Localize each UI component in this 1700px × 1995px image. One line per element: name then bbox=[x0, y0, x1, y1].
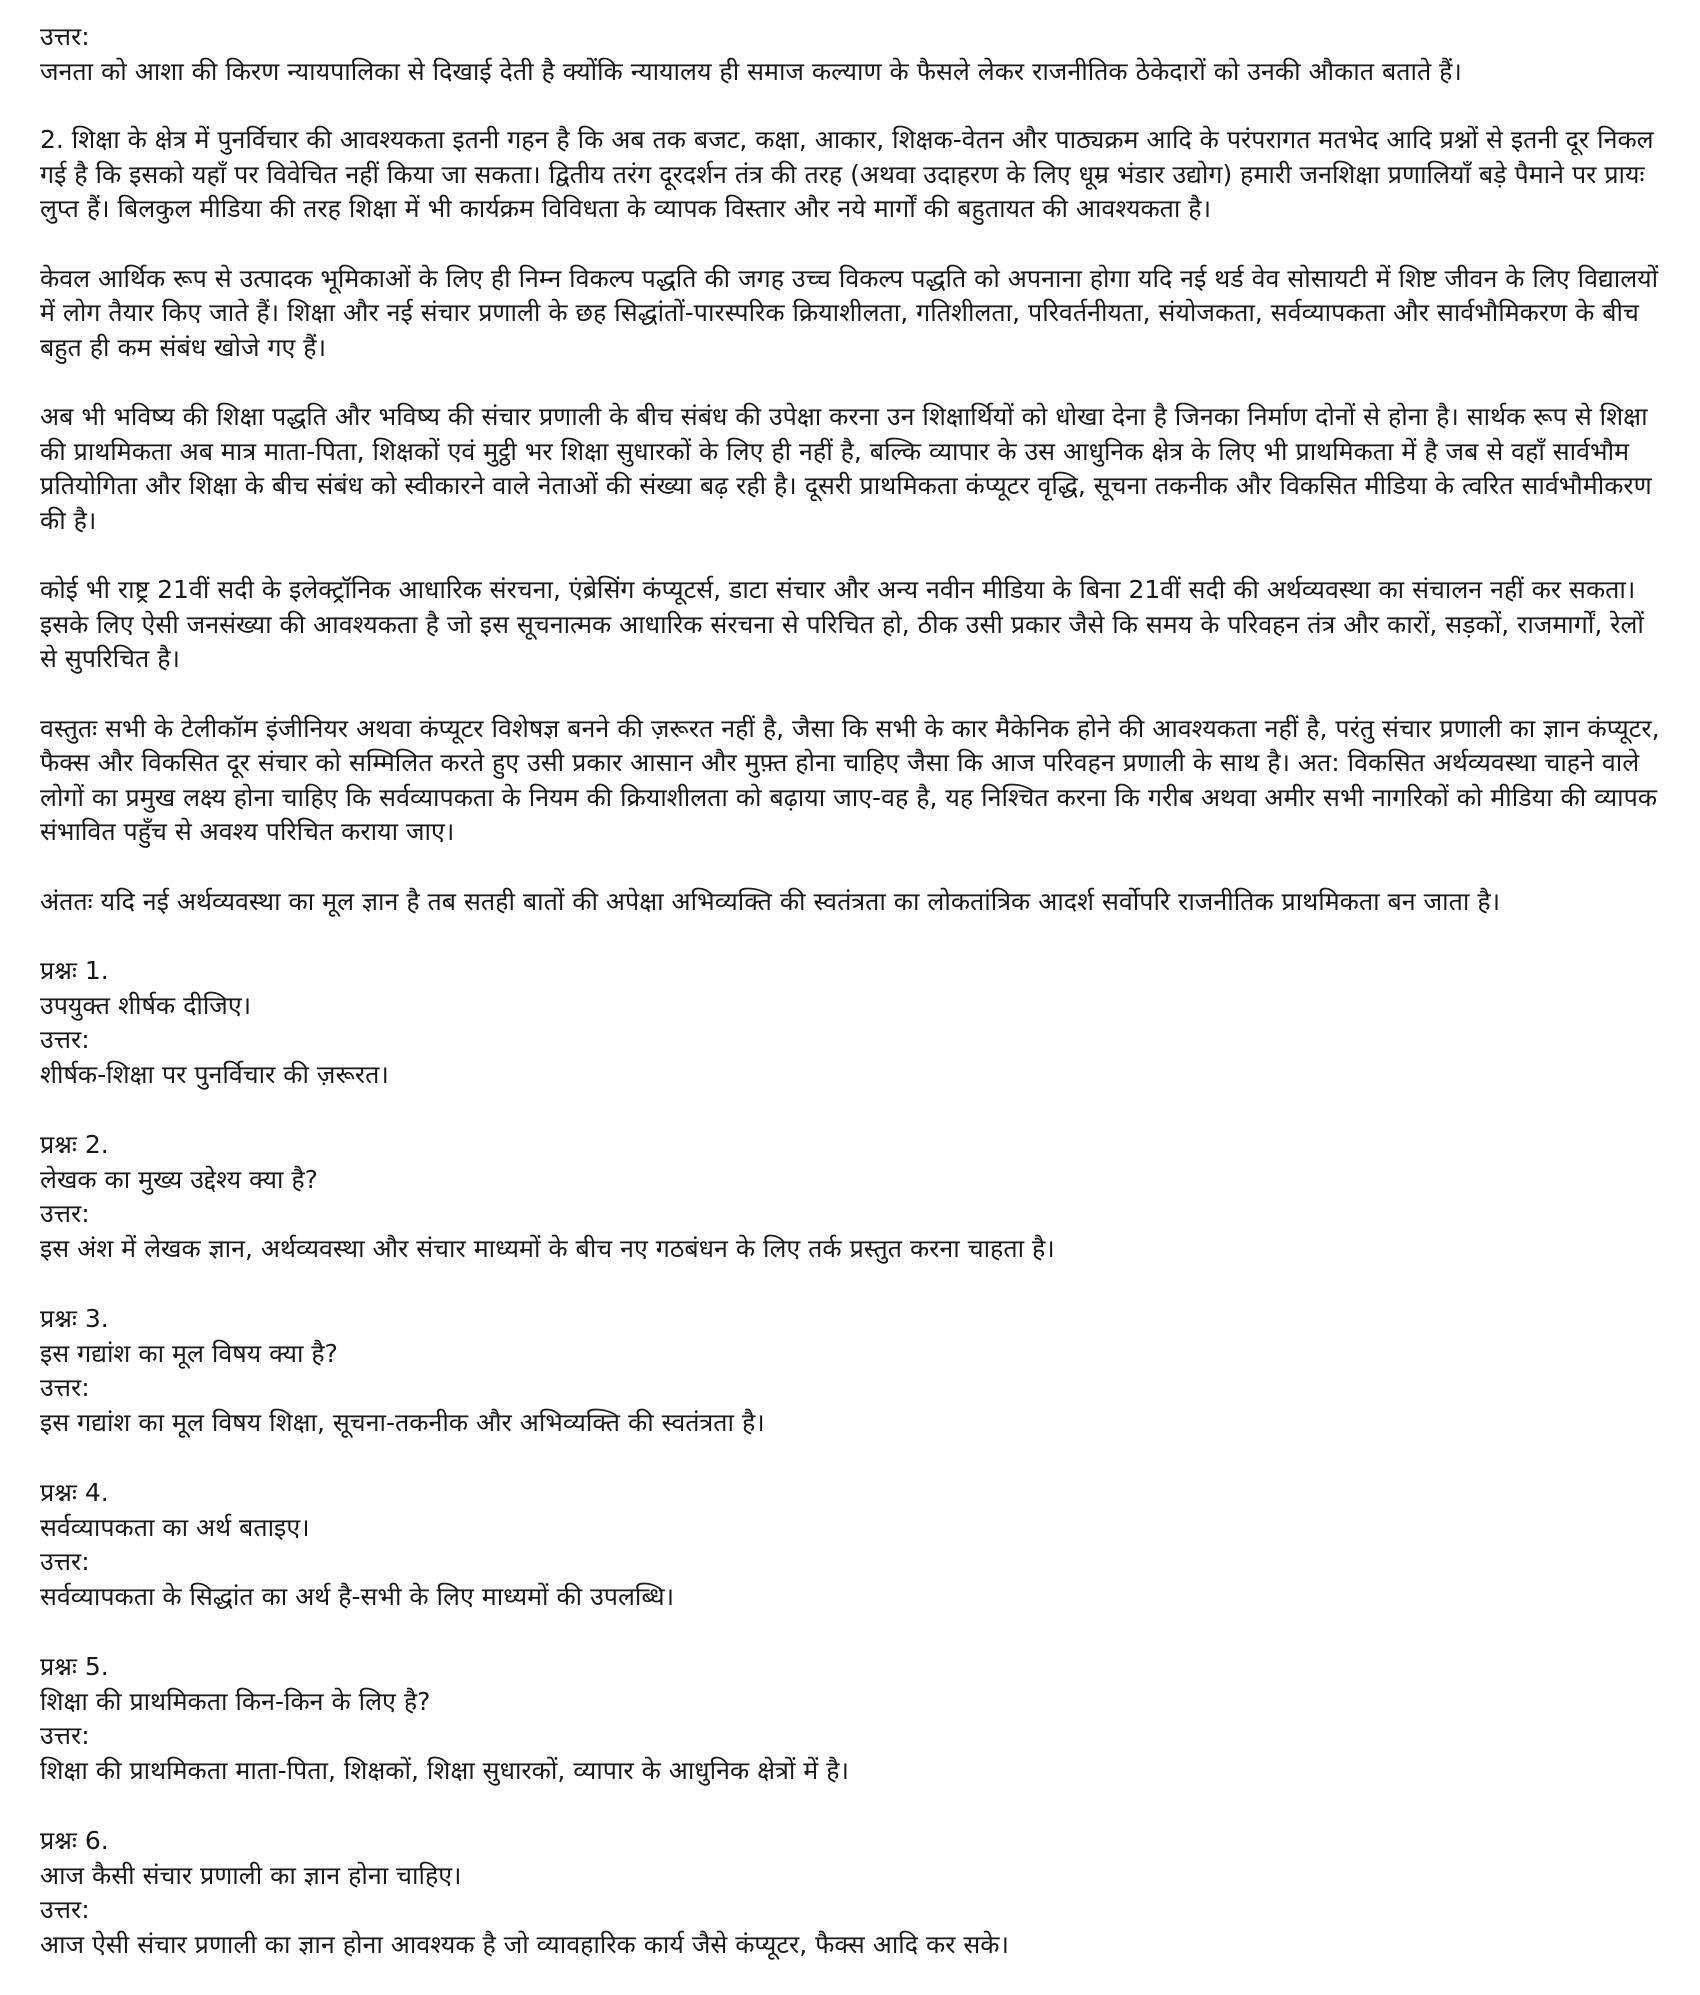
answer-text: सर्वव्यापकता के सिद्धांत का अर्थ है-सभी के लिए माध्यमों की उपलब्धि। bbox=[40, 1581, 675, 1611]
answer-label: उत्तर: bbox=[40, 1199, 90, 1228]
answer-text: शीर्षक-शिक्षा पर पुनर्विचार की ज़रूरत। bbox=[40, 1059, 389, 1089]
answer-text: शिक्षा की प्राथमिकता माता-पिता, शिक्षकों, शिक्षा सुधारकों, व्यापार के आधुनिक क्षेत्रों में है। bbox=[40, 1755, 849, 1785]
paragraph: कोई भी राष्ट्र 21वीं सदी के इलेक्ट्रॉनिक आधारिक संरचना, एंब्रेसिंग कंप्यूटर्स, डाटा संचार और अन्य नवीन मीडिया के बिना 21वीं सदी की अर्थव्यवस्था का संचालन नहीं कर सकता। इसके लिए ऐसी जनसंख्या की आवश्यकता है जो इस सूचनात्मक आधारिक संरचना से परिचित हो, ठीक उसी प्रकार जैसे कि समय के परिवहन तंत्र और कारों, सड़कों, राजमार्गों, रेलों से सुपरिचित है। bbox=[40, 575, 1644, 673]
question-block bbox=[40, 1302, 1668, 1440]
paragraph: 2. शिक्षा के क्षेत्र में पुनर्विचार की आवश्यकता इतनी गहन है कि अब तक बजट, कक्षा, आकार, शिक्षक-वेतन और पाठ्यक्रम आदि के परंपरागत मतभेद आदि प्रश्नों से इतनी दूर निकल गई है कि इसको यहाँ पर विवेचित नहीं किया जा सकता। द्वितीय तरंग दूरदर्शन तंत्र की तरह (अथवा उदाहरण के लिए धूम्र भंडार उद्योग) हमारी जनशिक्षा प्रणालियाँ बड़े पैमाने पर प्रायः लुप्त हैं। बिलकुल मीडिया की तरह शिक्षा में भी कार्यक्रम विविधता के व्यापक विस्तार और नये मार्गों की बहुतायत की आवश्यकता है। bbox=[40, 125, 1654, 223]
question-text: इस गद्यांश का मूल विषय क्या है? bbox=[40, 1338, 338, 1368]
question-text: सर्वव्यापकता का अर्थ बताइए। bbox=[40, 1512, 310, 1542]
question-number: प्रश्नः 4. bbox=[40, 1478, 109, 1507]
question-number: प्रश्नः 3. bbox=[40, 1304, 109, 1333]
answer-label: उत्तर: bbox=[40, 1373, 90, 1402]
question-text: उपयुक्त शीर्षक दीजिए। bbox=[40, 990, 252, 1020]
answer-text: आज ऐसी संचार प्रणाली का ज्ञान होना आवश्यक है जो व्यावहारिक कार्य जैसे कंप्यूटर, फैक्स आदि कर सके। bbox=[40, 1929, 1009, 1959]
question-text: शिक्षा की प्राथमिकता किन-किन के लिए है? bbox=[40, 1686, 431, 1716]
question-block bbox=[40, 1476, 1668, 1614]
answer-label: उत्तर: bbox=[40, 1025, 90, 1054]
answer-label: उत्तर: bbox=[40, 22, 90, 51]
answer-text: इस अंश में लेखक ज्ञान, अर्थव्यवस्था और संचार माध्यमों के बीच नए गठबंधन के लिए तर्क प्रस्तुत करना चाहता है। bbox=[40, 1233, 1055, 1263]
answer-text: जनता को आशा की किरण न्यायपालिका से दिखाई देती है क्योंकि न्यायालय ही समाज कल्याण के फैसले लेकर राजनीतिक ठेकेदारों को उनकी औकात बताते हैं। bbox=[40, 56, 1462, 86]
answer-label: उत्तर: bbox=[40, 1547, 90, 1576]
question-text: आज कैसी संचार प्रणाली का ज्ञान होना चाहिए। bbox=[40, 1860, 462, 1890]
paragraph: अंततः यदि नई अर्थव्यवस्था का मूल ज्ञान है तब सतही बातों की अपेक्षा अभिव्यक्ति की स्वतंत्रता का लोकतांत्रिक आदर्श सर्वोपरि राजनीतिक प्राथमिकता बन जाता है। bbox=[40, 886, 1501, 916]
paragraph: अब भी भविष्य की शिक्षा पद्धति और भविष्य की संचार प्रणाली के बीच संबंध की उपेक्षा करना उन शिक्षार्थियों को धोखा देना है जिनका निर्माण दोनों से होना है। सार्थक रूप से शिक्षा की प्राथमिकता अब मात्र माता-पिता, शिक्षकों एवं मुट्ठी भर शिक्षा सुधारकों के लिए ही नहीं है, बल्कि व्यापार के उस आधुनिक क्षेत्र के लिए भी प्राथमिकता में है जब से वहाँ सार्वभौम प्रतियोगिता और शिक्षा के बीच संबंध को स्वीकारने वाले नेताओं की संख्या बढ़ रही है। दूसरी प्राथमिकता कंप्यूटर वृद्धि, सूचना तकनीक और विकसित मीडिया के त्वरित सार्वभौमीकरण की है। bbox=[40, 402, 1652, 535]
question-block bbox=[40, 1824, 1668, 1962]
question-number: प्रश्नः 1. bbox=[40, 956, 109, 985]
question-text: लेखक का मुख्य उद्देश्य क्या है? bbox=[40, 1164, 318, 1194]
answer-text: इस गद्यांश का मूल विषय शिक्षा, सूचना-तकनीक और अभिव्यक्ति की स्वतंत्रता है। bbox=[40, 1407, 765, 1437]
question-block bbox=[40, 954, 1668, 1092]
paragraph: केवल आर्थिक रूप से उत्पादक भूमिकाओं के लिए ही निम्न विकल्प पद्धति की जगह उच्च विकल्प पद्धति को अपनाना होगा यदि नई थर्ड वेव सोसायटी में शिष्ट जीवन के लिए विद्यालयों में लोग तैयार किए जाते हैं। शिक्षा और नई संचार प्रणाली के छह सिद्धांतों-पारस्परिक क्रियाशीलता, गतिशीलता, परिवर्तनीयता, संयोजकता, सर्वव्यापकता और सार्वभौमिकरण के बीच बहुत ही कम संबंध खोजे गए हैं। bbox=[40, 263, 1659, 362]
question-block bbox=[40, 1650, 1668, 1788]
question-number: प्रश्नः 5. bbox=[40, 1652, 109, 1681]
question-block bbox=[40, 1128, 1668, 1266]
intro-answer-block bbox=[40, 20, 1668, 89]
question-number: प्रश्नः 2. bbox=[40, 1130, 109, 1159]
answer-label: उत्तर: bbox=[40, 1895, 90, 1924]
paragraph: वस्तुतः सभी के टेलीकॉम इंजीनियर अथवा कंप्यूटर विशेषज्ञ बनने की ज़रूरत नहीं है, जैसा कि सभी के कार मैकेनिक होने की आवश्यकता नहीं है, परंतु संचार प्रणाली का ज्ञान कंप्यूटर, फैक्स और विकसित दूर संचार को सम्मिलित करते हुए उसी प्रकार आसान और मुफ़्त होना चाहिए जैसा कि आज परिवहन प्रणाली के साथ है। अत: विकसित अर्थव्यवस्था चाहने वाले लोगों का प्रमुख लक्ष्य होना चाहिए कि सर्वव्यापकता के नियम की क्रियाशीलता को बढ़ाया जाए-वह है, यह निश्चित करना कि गरीब अथवा अमीर सभी नागरिकों को मीडिया की व्यापक संभावित पहुँच से अवश्य परिचित कराया जाए। bbox=[40, 713, 1660, 846]
question-number: प्रश्नः 6. bbox=[40, 1826, 109, 1855]
answer-label: उत्तर: bbox=[40, 1721, 90, 1750]
